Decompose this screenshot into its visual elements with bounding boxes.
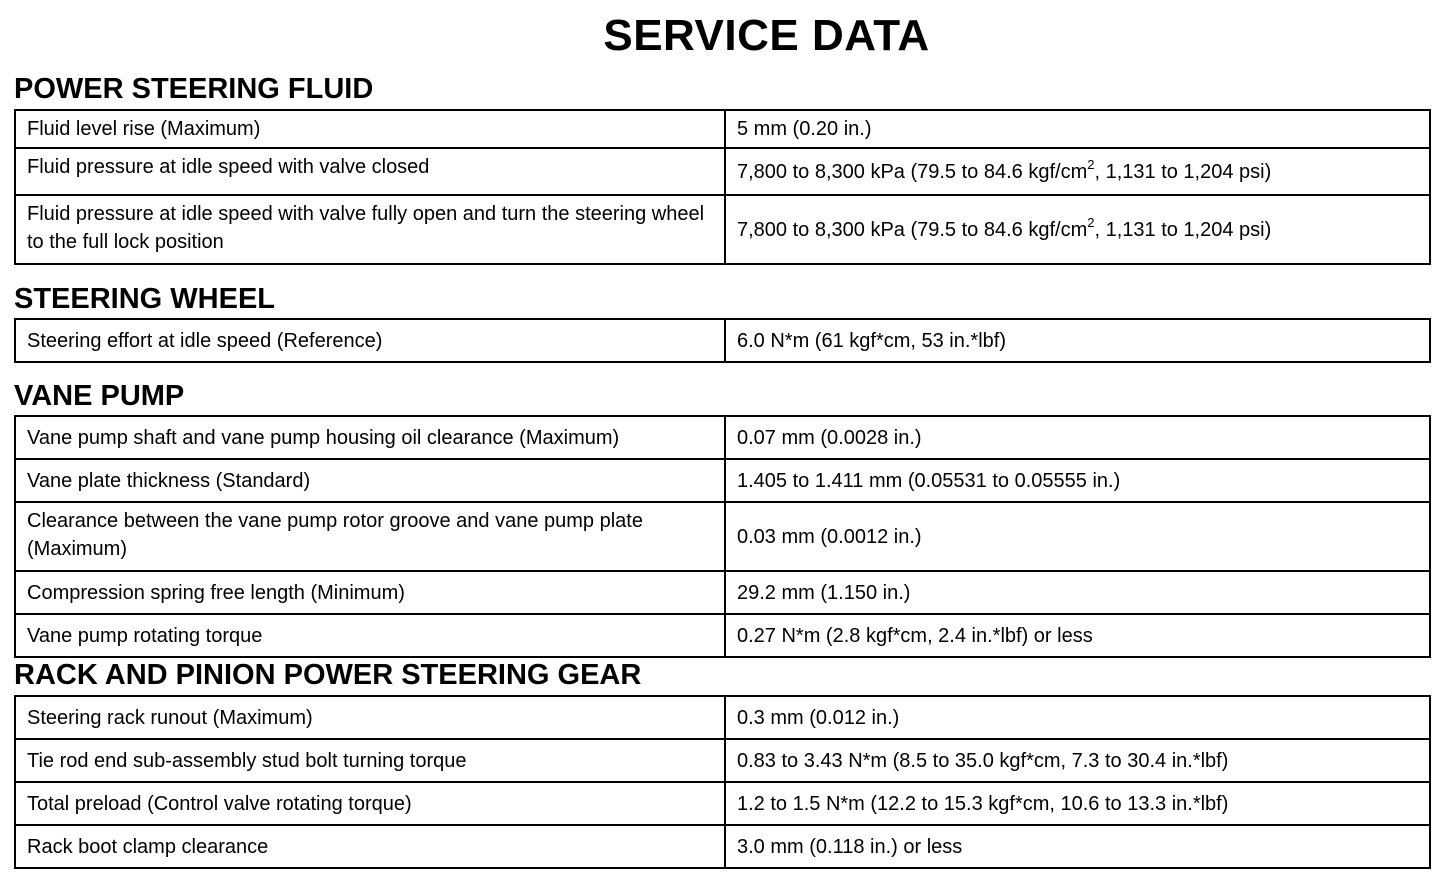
table-row — [15, 782, 1430, 825]
section-title-power-steering-fluid: POWER STEERING FLUID — [14, 73, 374, 105]
table-row — [15, 739, 1430, 782]
spec-item: Vane pump shaft and vane pump housing oil clearance (Maximum) — [15, 416, 725, 459]
table-row — [15, 696, 1430, 739]
spec-value: 0.83 to 3.43 N*m (8.5 to 35.0 kgf*cm, 7.3 to 30.4 in.*lbf) — [725, 739, 1430, 782]
table-row — [15, 614, 1430, 657]
spec-item: Vane plate thickness (Standard) — [15, 459, 725, 502]
spec-item: Total preload (Control valve rotating torque) — [15, 782, 725, 825]
spec-item: Tie rod end sub-assembly stud bolt turning torque — [15, 739, 725, 782]
spec-value: 6.0 N*m (61 kgf*cm, 53 in.*lbf) — [725, 319, 1430, 362]
spec-value: 1.405 to 1.411 mm (0.05531 to 0.05555 in.) — [725, 459, 1430, 502]
spec-value: 7,800 to 8,300 kPa (79.5 to 84.6 kgf/$cm^2$, 1,131 to 1,204 psi) — [725, 148, 1430, 195]
table-row — [15, 416, 1430, 459]
table-row — [15, 459, 1430, 502]
table-row — [15, 825, 1430, 868]
power-steering-fluid-table — [14, 109, 1431, 265]
spec-value: 3.0 mm (0.118 in.) or less — [725, 825, 1430, 868]
table-row — [15, 195, 1430, 264]
spec-item: Fluid pressure at idle speed with valve closed — [15, 148, 725, 195]
spec-item: Clearance between the vane pump rotor groove and vane pump plate (Maximum) — [15, 502, 725, 571]
spec-value: 0.3 mm (0.012 in.) — [725, 696, 1430, 739]
table-row — [15, 110, 1430, 148]
table-row — [15, 571, 1430, 614]
spec-value: 0.27 N*m (2.8 kgf*cm, 2.4 in.*lbf) or less — [725, 614, 1430, 657]
spec-value: 29.2 mm (1.150 in.) — [725, 571, 1430, 614]
spec-value: 7,800 to 8,300 kPa (79.5 to 84.6 kgf/$cm^2$, 1,131 to 1,204 psi) — [725, 195, 1430, 264]
spec-item: Steering rack runout (Maximum) — [15, 696, 725, 739]
vane-pump-table — [14, 415, 1431, 658]
section-title-steering-wheel: STEERING WHEEL — [14, 283, 276, 315]
spec-item: Rack boot clamp clearance — [15, 825, 725, 868]
section-title-rack-and-pinion: RACK AND PINION POWER STEERING GEAR — [14, 659, 642, 691]
spec-value: 0.07 mm (0.0028 in.) — [725, 416, 1430, 459]
spec-item: Fluid level rise (Maximum) — [15, 110, 725, 148]
steering-wheel-table — [14, 318, 1431, 363]
spec-value: 5 mm (0.20 in.) — [725, 110, 1430, 148]
table-row — [15, 319, 1430, 362]
spec-item: Steering effort at idle speed (Reference) — [15, 319, 725, 362]
spec-item: Fluid pressure at idle speed with valve fully open and turn the steering wheel to the full lock position — [15, 195, 725, 264]
page-title: SERVICE DATA — [603, 11, 930, 60]
spec-item: Vane pump rotating torque — [15, 614, 725, 657]
table-row — [15, 148, 1430, 195]
spec-item: Compression spring free length (Minimum) — [15, 571, 725, 614]
spec-value: 0.03 mm (0.0012 in.) — [725, 502, 1430, 571]
table-row — [15, 502, 1430, 571]
rack-and-pinion-table — [14, 695, 1431, 869]
section-title-vane-pump: VANE PUMP — [14, 380, 185, 412]
spec-value: 1.2 to 1.5 N*m (12.2 to 15.3 kgf*cm, 10.6 to 13.3 in.*lbf) — [725, 782, 1430, 825]
